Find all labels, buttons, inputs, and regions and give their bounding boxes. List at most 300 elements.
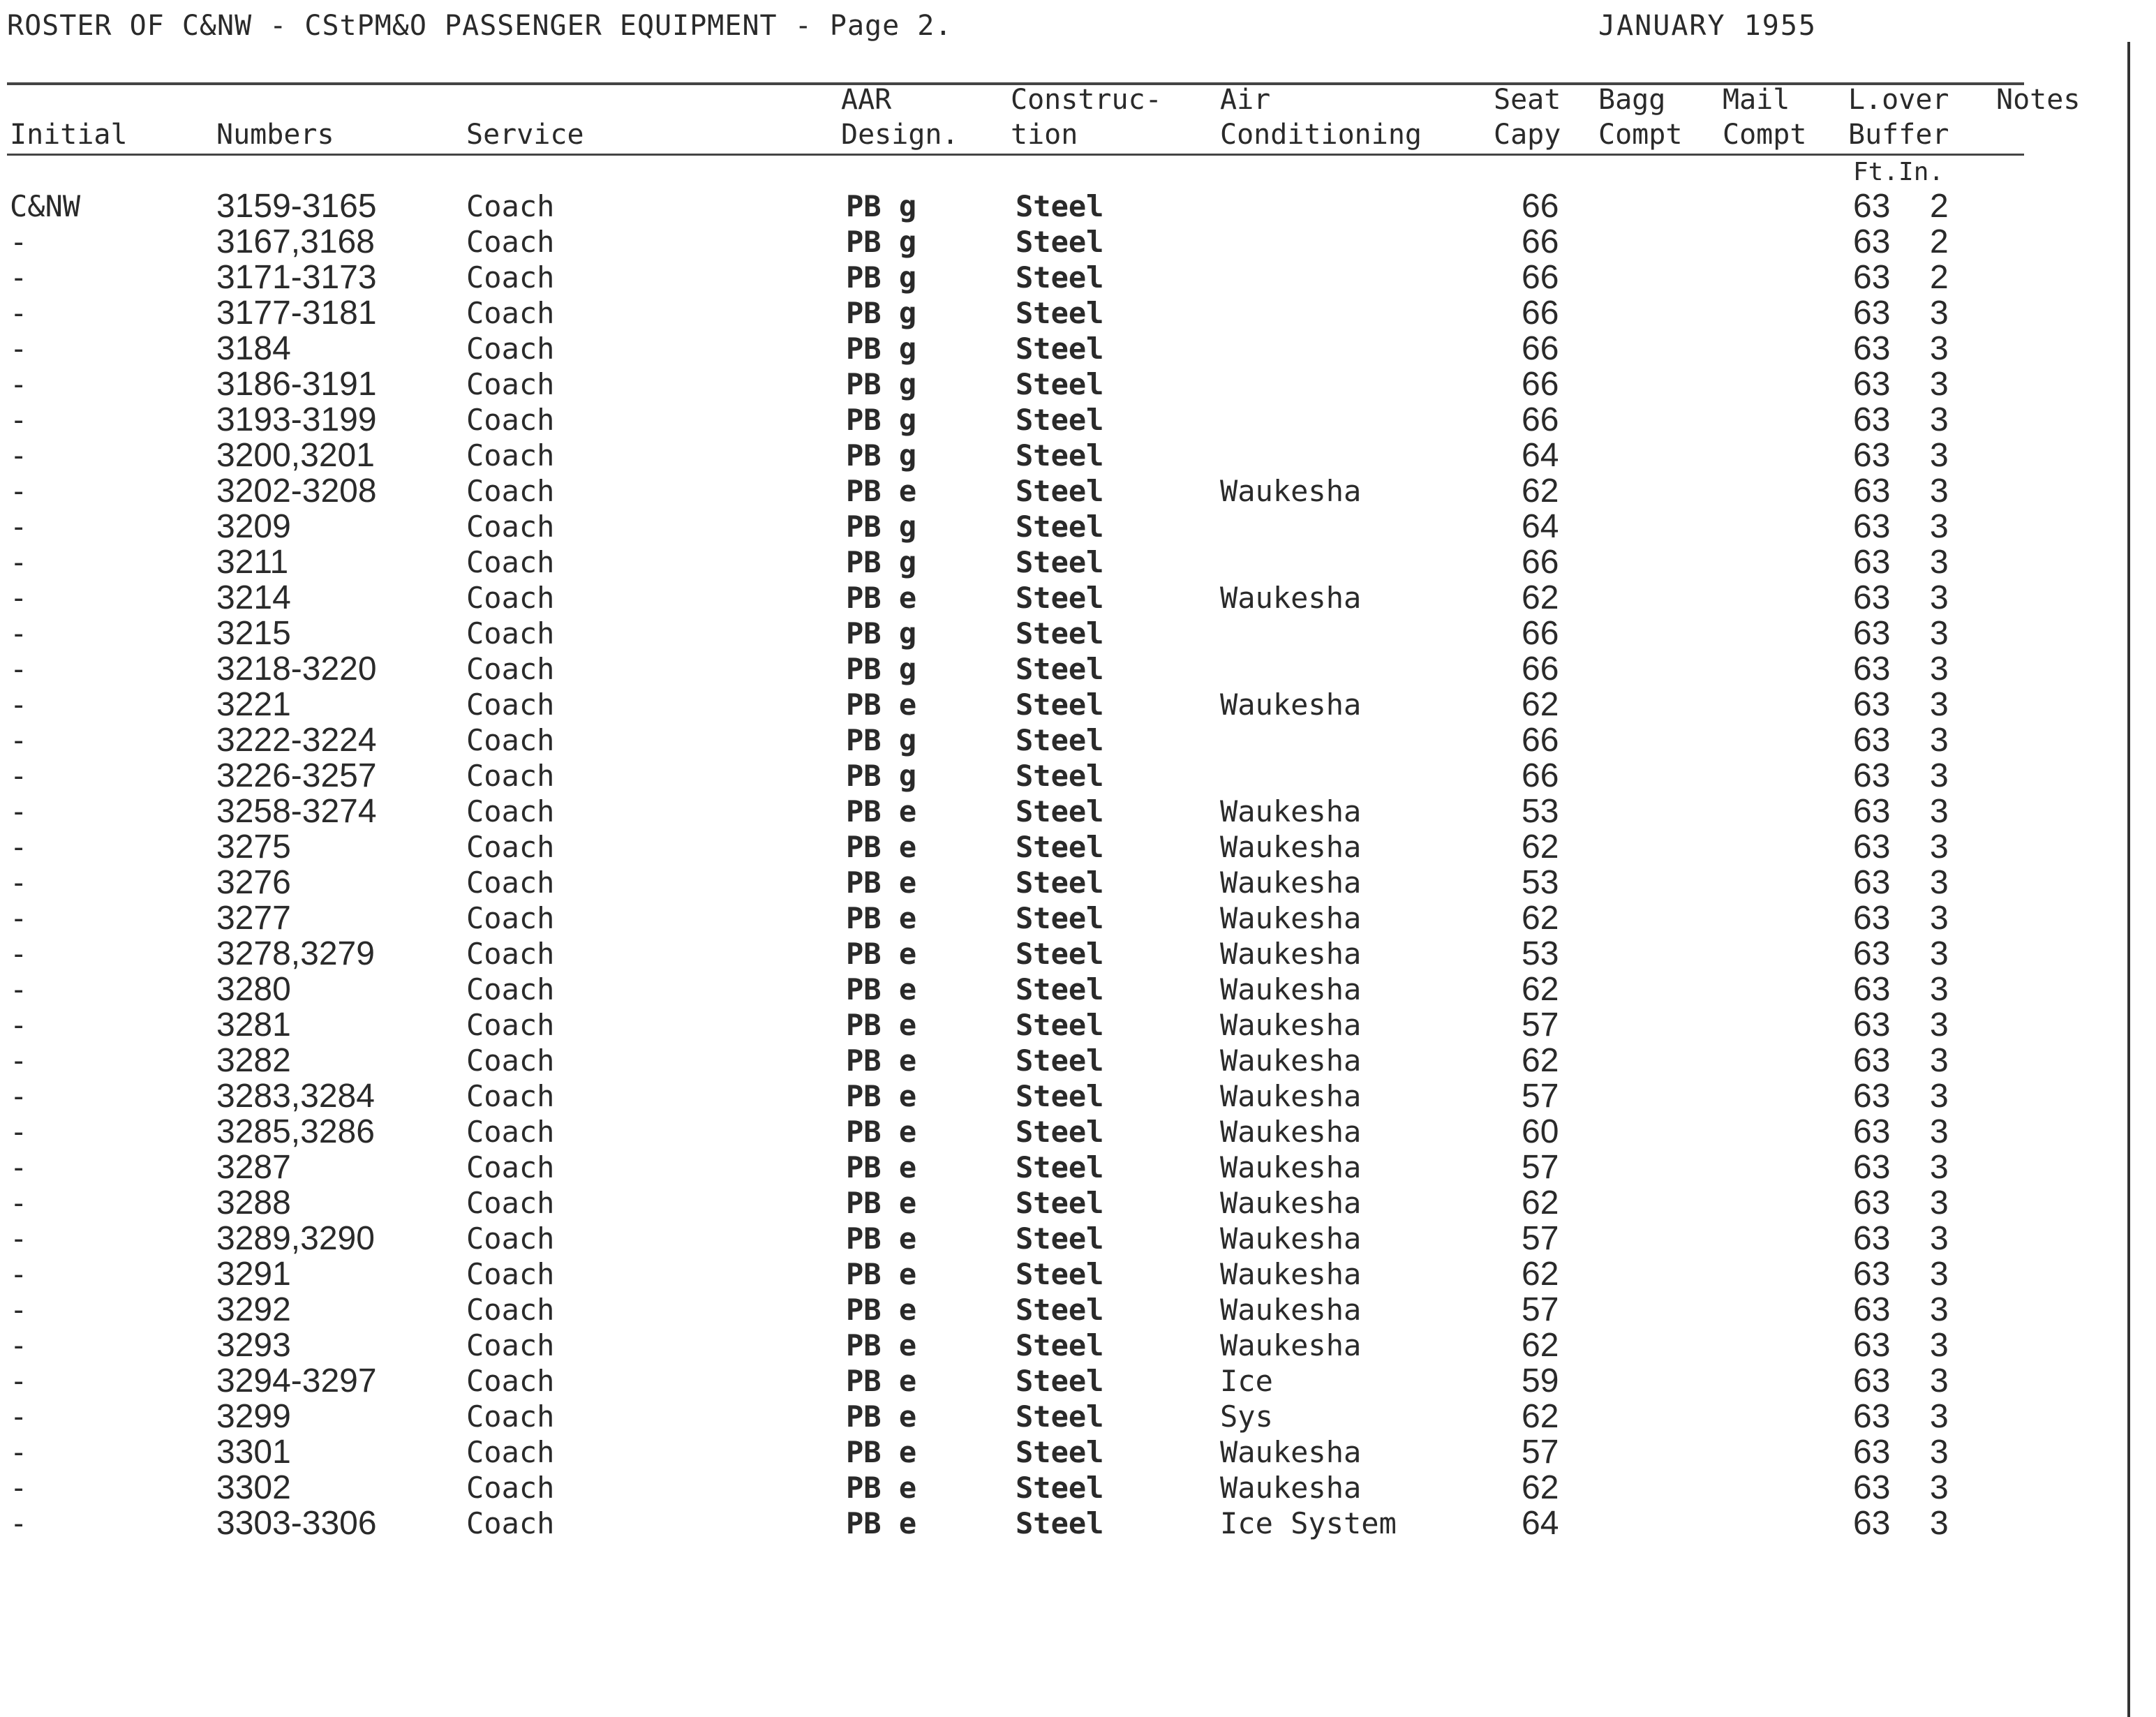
row-construction: Steel [1016,1293,1104,1327]
table-row [0,865,2156,900]
table-row [0,1078,2156,1114]
table-row [0,295,2156,331]
page-edge [2127,42,2130,1717]
row-buffer-in: 3 [1930,1113,1949,1150]
row-aar-design: PB e [846,1115,917,1149]
row-numbers: 3301 [216,1434,291,1471]
row-construction: Steel [1016,1328,1104,1362]
row-seat-capacity: 53 [1522,793,1559,830]
row-aar-design: PB g [846,296,917,330]
row-numbers: 3282 [216,1042,291,1079]
table-row [0,1363,2156,1399]
table-row [0,438,2156,473]
row-construction: Steel [1016,937,1104,971]
row-buffer-in: 3 [1930,793,1949,830]
row-numbers: 3294-3297 [216,1362,377,1399]
row-aar-design: PB g [846,652,917,686]
row-initial: - [10,1221,28,1256]
row-numbers: 3202-3208 [216,473,377,510]
row-seat-capacity: 59 [1522,1362,1559,1399]
row-buffer-in: 3 [1930,1220,1949,1257]
row-numbers: 3184 [216,330,291,367]
row-seat-capacity: 66 [1522,223,1559,260]
row-seat-capacity: 62 [1522,971,1559,1008]
row-service: Coach [466,474,555,508]
row-aar-design: PB g [846,189,917,223]
row-numbers: 3285,3286 [216,1113,375,1150]
row-air-conditioning: Waukesha [1220,794,1362,828]
row-numbers: 3209 [216,508,291,545]
row-service: Coach [466,865,555,900]
row-seat-capacity: 66 [1522,401,1559,438]
row-service: Coach [466,937,555,971]
row-service: Coach [466,1043,555,1078]
row-seat-capacity: 62 [1522,1184,1559,1221]
row-service: Coach [466,1115,555,1149]
col-header-buffer: L.over Buffer [1848,84,1949,151]
row-buffer-ft: 63 [1853,366,1891,403]
row-construction: Steel [1016,225,1104,259]
row-seat-capacity: 62 [1522,1398,1559,1435]
row-buffer-in: 3 [1930,1006,1949,1043]
row-initial: - [10,1079,28,1113]
row-aar-design: PB g [846,545,917,579]
row-numbers: 3218-3220 [216,651,377,687]
table-row [0,1328,2156,1363]
row-buffer-ft: 63 [1853,757,1891,794]
table-row [0,1150,2156,1185]
row-numbers: 3221 [216,686,291,723]
row-construction: Steel [1016,581,1104,615]
row-buffer-in: 3 [1930,401,1949,438]
row-initial: - [10,901,28,935]
row-initial: - [10,865,28,900]
row-seat-capacity: 57 [1522,1291,1559,1328]
row-air-conditioning: Waukesha [1220,1150,1362,1184]
row-service: Coach [466,759,555,793]
row-buffer-ft: 63 [1853,579,1891,616]
row-air-conditioning: Waukesha [1220,581,1362,615]
row-aar-design: PB e [846,581,917,615]
row-air-conditioning: Waukesha [1220,1115,1362,1149]
table-row [0,900,2156,936]
row-initial: - [10,403,28,437]
col-header-ft-in: Ft.In. [1853,158,1945,186]
row-air-conditioning: Waukesha [1220,1008,1362,1042]
row-service: Coach [466,581,555,615]
row-buffer-ft: 63 [1853,1006,1891,1043]
table-row [0,188,2156,224]
row-construction: Steel [1016,1115,1104,1149]
row-service: Coach [466,510,555,544]
row-numbers: 3200,3201 [216,437,375,474]
row-buffer-in: 2 [1930,223,1949,260]
row-service: Coach [466,332,555,366]
row-aar-design: PB e [846,794,917,828]
row-numbers: 3302 [216,1469,291,1506]
row-aar-design: PB g [846,510,917,544]
col-header-air: Air Conditioning [1220,84,1422,151]
row-aar-design: PB e [846,1079,917,1113]
row-initial: - [10,474,28,508]
row-seat-capacity: 62 [1522,900,1559,937]
row-service: Coach [466,1008,555,1042]
row-construction: Steel [1016,1506,1104,1540]
row-initial: - [10,1150,28,1184]
row-seat-capacity: 57 [1522,1006,1559,1043]
row-numbers: 3292 [216,1291,291,1328]
row-air-conditioning: Ice [1220,1364,1273,1398]
row-initial: - [10,937,28,971]
row-buffer-in: 3 [1930,295,1949,332]
row-aar-design: PB e [846,687,917,722]
row-initial: - [10,1506,28,1540]
row-aar-design: PB g [846,225,917,259]
table-row [0,544,2156,580]
row-initial: - [10,687,28,722]
row-aar-design: PB g [846,332,917,366]
table-row [0,402,2156,438]
row-buffer-ft: 63 [1853,295,1891,332]
row-construction: Steel [1016,403,1104,437]
table-row [0,829,2156,865]
row-aar-design: PB e [846,1043,917,1078]
row-seat-capacity: 62 [1522,1042,1559,1079]
row-numbers: 3287 [216,1149,291,1186]
row-buffer-in: 3 [1930,900,1949,937]
document-date: JANUARY 1955 [1598,10,1817,42]
row-buffer-ft: 63 [1853,971,1891,1008]
row-construction: Steel [1016,1364,1104,1398]
row-service: Coach [466,1293,555,1327]
table-row [0,1043,2156,1078]
row-service: Coach [466,830,555,864]
row-construction: Steel [1016,1257,1104,1291]
row-aar-design: PB e [846,1221,917,1256]
row-service: Coach [466,1435,555,1469]
table-row [0,616,2156,651]
col-header-bagg: Bagg Compt [1598,84,1683,151]
row-air-conditioning: Waukesha [1220,830,1362,864]
col-header-initial: Initial [10,119,128,151]
row-buffer-in: 3 [1930,864,1949,901]
row-aar-design: PB g [846,759,917,793]
row-air-conditioning: Waukesha [1220,474,1362,508]
table-row [0,1506,2156,1541]
row-buffer-in: 3 [1930,686,1949,723]
row-construction: Steel [1016,332,1104,366]
row-buffer-in: 3 [1930,615,1949,652]
row-numbers: 3275 [216,828,291,865]
row-buffer-ft: 63 [1853,1398,1891,1435]
row-aar-design: PB g [846,616,917,651]
row-initial: - [10,1435,28,1469]
row-initial: - [10,1399,28,1434]
row-initial: - [10,1115,28,1149]
row-initial: - [10,1257,28,1291]
row-buffer-in: 3 [1930,1078,1949,1115]
row-buffer-in: 3 [1930,1149,1949,1186]
row-aar-design: PB e [846,1293,917,1327]
row-buffer-in: 3 [1930,757,1949,794]
row-initial: - [10,260,28,295]
row-construction: Steel [1016,1043,1104,1078]
table-row [0,1114,2156,1150]
row-aar-design: PB e [846,1506,917,1540]
header-rule [7,154,2024,156]
row-seat-capacity: 64 [1522,437,1559,474]
row-buffer-in: 3 [1930,579,1949,616]
row-construction: Steel [1016,616,1104,651]
row-service: Coach [466,1328,555,1362]
row-seat-capacity: 53 [1522,864,1559,901]
row-seat-capacity: 57 [1522,1078,1559,1115]
row-initial: - [10,296,28,330]
row-buffer-in: 3 [1930,508,1949,545]
row-air-conditioning: Waukesha [1220,972,1362,1006]
row-buffer-ft: 63 [1853,437,1891,474]
row-service: Coach [466,616,555,651]
row-construction: Steel [1016,794,1104,828]
row-air-conditioning: Waukesha [1220,937,1362,971]
row-numbers: 3226-3257 [216,757,377,794]
row-buffer-in: 3 [1930,473,1949,510]
row-buffer-ft: 63 [1853,544,1891,581]
row-construction: Steel [1016,510,1104,544]
row-aar-design: PB e [846,1328,917,1362]
row-service: Coach [466,1186,555,1220]
row-buffer-ft: 63 [1853,1256,1891,1293]
table-row [0,1399,2156,1434]
row-service: Coach [466,296,555,330]
table-row [0,758,2156,794]
row-aar-design: PB g [846,403,917,437]
row-buffer-in: 3 [1930,971,1949,1008]
row-buffer-ft: 63 [1853,1362,1891,1399]
row-service: Coach [466,545,555,579]
row-aar-design: PB e [846,865,917,900]
row-seat-capacity: 62 [1522,473,1559,510]
row-seat-capacity: 57 [1522,1149,1559,1186]
row-service: Coach [466,972,555,1006]
row-aar-design: PB e [846,901,917,935]
row-initial: - [10,759,28,793]
row-air-conditioning: Waukesha [1220,901,1362,935]
row-construction: Steel [1016,759,1104,793]
row-seat-capacity: 66 [1522,330,1559,367]
row-service: Coach [466,1399,555,1434]
row-buffer-ft: 63 [1853,1113,1891,1150]
row-construction: Steel [1016,830,1104,864]
row-numbers: 3293 [216,1327,291,1364]
row-buffer-in: 2 [1930,259,1949,296]
row-buffer-in: 3 [1930,366,1949,403]
row-seat-capacity: 62 [1522,1469,1559,1506]
row-initial: - [10,581,28,615]
row-initial: - [10,723,28,757]
row-buffer-ft: 63 [1853,1291,1891,1328]
row-buffer-in: 3 [1930,722,1949,759]
row-seat-capacity: 66 [1522,615,1559,652]
row-buffer-in: 3 [1930,1042,1949,1079]
row-numbers: 3167,3168 [216,223,375,260]
row-aar-design: PB e [846,1257,917,1291]
row-buffer-ft: 63 [1853,1327,1891,1364]
row-construction: Steel [1016,438,1104,473]
table-row [0,260,2156,295]
row-numbers: 3276 [216,864,291,901]
col-header-service: Service [466,119,584,151]
row-buffer-ft: 63 [1853,401,1891,438]
row-buffer-ft: 63 [1853,864,1891,901]
row-aar-design: PB g [846,723,917,757]
row-buffer-ft: 63 [1853,722,1891,759]
row-buffer-in: 3 [1930,935,1949,972]
table-row [0,1185,2156,1221]
row-buffer-in: 3 [1930,1398,1949,1435]
row-buffer-ft: 63 [1853,900,1891,937]
row-air-conditioning: Sys [1220,1399,1273,1434]
row-air-conditioning: Waukesha [1220,865,1362,900]
row-aar-design: PB e [846,1008,917,1042]
row-buffer-ft: 63 [1853,1042,1891,1079]
row-seat-capacity: 66 [1522,757,1559,794]
row-buffer-in: 3 [1930,651,1949,687]
row-buffer-in: 3 [1930,1184,1949,1221]
row-buffer-ft: 63 [1853,1220,1891,1257]
row-aar-design: PB e [846,1186,917,1220]
row-service: Coach [466,189,555,223]
row-buffer-ft: 63 [1853,1469,1891,1506]
row-initial: - [10,972,28,1006]
row-initial: - [10,367,28,401]
table-row [0,651,2156,687]
row-service: Coach [466,1221,555,1256]
row-buffer-in: 3 [1930,1362,1949,1399]
row-numbers: 3211 [216,544,289,581]
table-row [0,936,2156,972]
row-service: Coach [466,1506,555,1540]
row-construction: Steel [1016,260,1104,295]
row-service: Coach [466,1471,555,1505]
row-seat-capacity: 66 [1522,366,1559,403]
row-construction: Steel [1016,1150,1104,1184]
table-row [0,687,2156,722]
row-seat-capacity: 66 [1522,651,1559,687]
row-buffer-in: 3 [1930,1469,1949,1506]
row-numbers: 3277 [216,900,291,937]
row-service: Coach [466,794,555,828]
table-row [0,1256,2156,1292]
row-construction: Steel [1016,972,1104,1006]
row-buffer-ft: 63 [1853,615,1891,652]
row-service: Coach [466,901,555,935]
row-air-conditioning: Waukesha [1220,687,1362,722]
row-service: Coach [466,1150,555,1184]
row-service: Coach [466,652,555,686]
row-aar-design: PB e [846,474,917,508]
row-numbers: 3278,3279 [216,935,375,972]
row-air-conditioning: Waukesha [1220,1328,1362,1362]
row-seat-capacity: 64 [1522,1505,1559,1542]
row-numbers: 3159-3165 [216,188,377,225]
row-initial: - [10,1293,28,1327]
row-construction: Steel [1016,723,1104,757]
row-initial: - [10,652,28,686]
row-buffer-in: 3 [1930,1291,1949,1328]
col-header-numbers: Numbers [216,119,334,151]
table-row [0,1470,2156,1506]
table-row [0,1292,2156,1328]
row-initial: - [10,545,28,579]
row-service: Coach [466,225,555,259]
row-buffer-in: 3 [1930,330,1949,367]
row-service: Coach [466,1364,555,1398]
table-row [0,1007,2156,1043]
row-construction: Steel [1016,296,1104,330]
row-construction: Steel [1016,687,1104,722]
row-numbers: 3288 [216,1184,291,1221]
row-buffer-ft: 63 [1853,188,1891,225]
table-row [0,509,2156,544]
row-numbers: 3281 [216,1006,291,1043]
row-construction: Steel [1016,1079,1104,1113]
row-aar-design: PB e [846,1435,917,1469]
roster-table-body [0,188,2156,1541]
row-construction: Steel [1016,1399,1104,1434]
row-seat-capacity: 66 [1522,188,1559,225]
row-aar-design: PB e [846,937,917,971]
row-construction: Steel [1016,865,1104,900]
row-buffer-in: 3 [1930,1505,1949,1542]
row-numbers: 3177-3181 [216,295,377,332]
row-numbers: 3258-3274 [216,793,377,830]
row-initial: - [10,1328,28,1362]
row-numbers: 3283,3284 [216,1078,375,1115]
row-numbers: 3171-3173 [216,259,377,296]
table-row [0,794,2156,829]
row-initial: - [10,332,28,366]
row-seat-capacity: 66 [1522,544,1559,581]
row-initial: - [10,1186,28,1220]
row-initial: - [10,1008,28,1042]
row-initial: - [10,616,28,651]
row-initial: - [10,1043,28,1078]
row-buffer-ft: 63 [1853,686,1891,723]
col-header-construction: Construc- tion [1011,84,1162,151]
row-aar-design: PB e [846,1364,917,1398]
row-aar-design: PB g [846,367,917,401]
row-aar-design: PB g [846,260,917,295]
row-air-conditioning: Waukesha [1220,1471,1362,1505]
table-row [0,1221,2156,1256]
row-air-conditioning: Waukesha [1220,1043,1362,1078]
row-buffer-in: 3 [1930,544,1949,581]
row-numbers: 3222-3224 [216,722,377,759]
row-air-conditioning: Waukesha [1220,1221,1362,1256]
row-seat-capacity: 53 [1522,935,1559,972]
row-construction: Steel [1016,1008,1104,1042]
row-air-conditioning: Waukesha [1220,1435,1362,1469]
row-air-conditioning: Waukesha [1220,1186,1362,1220]
row-air-conditioning: Waukesha [1220,1257,1362,1291]
row-numbers: 3299 [216,1398,291,1435]
row-buffer-ft: 63 [1853,508,1891,545]
row-initial: - [10,510,28,544]
row-buffer-ft: 63 [1853,330,1891,367]
row-initial: - [10,1364,28,1398]
row-buffer-ft: 63 [1853,259,1891,296]
